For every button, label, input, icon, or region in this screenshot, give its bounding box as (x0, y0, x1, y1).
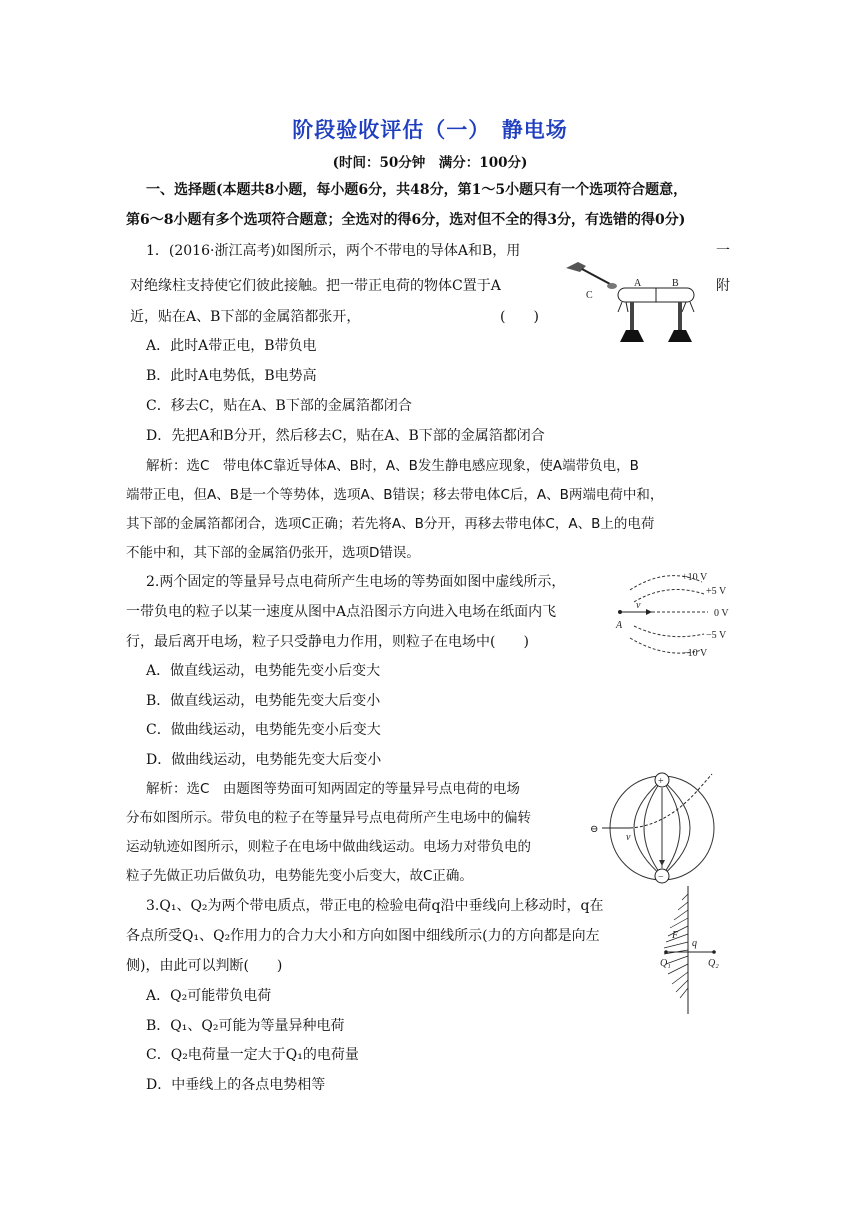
q1-analysis-line4: 不能中和，其下部的金属箔仍张开，选项D错误。 (126, 545, 420, 561)
q3-option-b: B．Q₁、Q₂可能为等量异种电荷 (146, 1018, 345, 1034)
q3-line3: 侧)，由此可以判断( ) (126, 958, 283, 974)
q2-fig-label-p5: +5 V (706, 586, 727, 597)
section-heading-line2: 第6～8小题有多个选项符合题意；全选对的得6分，选对但不全的得3分，有选错的得0分) (126, 212, 686, 228)
q2-fig2-label-v: v (626, 832, 631, 843)
q2-fig2-plus: + (658, 776, 664, 787)
q2-fig-label-m5: −5 V (706, 630, 727, 641)
q2-fig-label-m10: −10 V (682, 648, 708, 659)
q3-figure-forces (660, 884, 730, 1016)
q3-fig-label-q1: Q₁ (660, 958, 671, 969)
q1-analysis-line2: 端带正电，但A、B是一个等势体，选项A、B错误；移去带电体C后，A、B两端电荷中和， (126, 487, 664, 503)
q2-analysis-line4: 粒子先做正功后做负功，电势能先变小后变大，故C正确。 (126, 868, 473, 884)
q1-option-b: B．此时A电势低，B电势高 (146, 368, 317, 384)
q1-analysis-line1: 解析：选C 带电体C靠近导体A、B时，A、B发生静电感应现象，使A端带负电，B (146, 458, 639, 474)
q1-fig-label-b: B (672, 278, 679, 289)
q2-option-b: B．做直线运动，电势能先变大后变小 (146, 693, 381, 709)
q2-analysis-line1: 解析：选C 由题图等势面可知两固定的等量异号点电荷的电场 (146, 781, 520, 797)
q3-fig-label-q: q (692, 938, 697, 949)
q3-line1: 3.Q₁、Q₂为两个带电质点，带正电的检验电荷q沿中垂线向上移动时，q在 (146, 898, 604, 914)
q2-fig-label-v: v (636, 600, 641, 611)
section-heading-line1: 一、选择题(本题共8小题，每小题6分，共48分，第1～5小题只有一个选项符合题意， (146, 182, 688, 198)
q3-fig-label-f: F (672, 930, 679, 941)
q1-fig-label-c: C (586, 290, 593, 301)
q1-bracket: ( ) (500, 309, 539, 325)
q1-fig-label-a: A (634, 278, 642, 289)
q2-fig2-minus: − (658, 872, 664, 883)
q2-fig-label-0: 0 V (714, 608, 729, 619)
q2-analysis-line2: 分布如图所示。带负电的粒子在等量异号点电荷所产生电场中的偏转 (126, 810, 531, 826)
q3-option-a: A．Q₂可能带负电荷 (146, 988, 272, 1004)
q3-line2: 各点所受Q₁、Q₂作用力的合力大小和方向如图中细线所示(力的方向都是向左 (126, 928, 600, 944)
q2-fig-label-a: A (616, 620, 623, 631)
q1-analysis-line3: 其下部的金属箔都闭合，选项C正确；若先将A、B分开，再移去带电体C，A、B上的电荷 (126, 516, 655, 532)
q1-line2: 对绝缘柱支持使它们彼此接触。把一带正电荷的物体C置于A (130, 278, 501, 294)
q2-line2: 一带负电的粒子以某一速度从图中A点沿图示方向进入电场在纸面内飞 (126, 604, 557, 620)
q2-analysis-line3: 运动轨迹如图所示，则粒子在电场中做曲线运动。电场力对带负电的 (126, 839, 531, 855)
q1-line1-tail: 一 (716, 243, 730, 259)
q1-option-d: D．先把A和B分开，然后移去C，贴在A、B下部的金属箔都闭合 (146, 428, 545, 444)
q2-line3: 行，最后离开电场，粒子只受静电力作用，则粒子在电场中( ) (126, 634, 529, 650)
q1-line3: 近，贴在A、B下部的金属箔都张开， (130, 309, 361, 325)
q2-fig2-minus-left: ⊖ (590, 824, 599, 835)
q2-fig-label-p10: +10 V (682, 572, 708, 583)
q3-option-d: D．中垂线上的各点电势相等 (146, 1077, 326, 1093)
q2-option-d: D．做曲线运动，电势能先变大后变小 (146, 752, 382, 768)
q2-option-c: C．做曲线运动，电势能先变小后变大 (146, 722, 381, 738)
q1-figure-conductors (558, 256, 708, 346)
q2-line1: 2.两个固定的等量异号点电荷所产生电场的等势面如图中虚线所示， (146, 574, 566, 590)
q2-figure-equipotential (612, 568, 742, 660)
page-subtitle: (时间：50分钟 满分：100分) (332, 155, 528, 171)
q3-option-c: C．Q₂电荷量一定大于Q₁的电荷量 (146, 1047, 359, 1063)
q2-option-a: A．做直线运动，电势能先变小后变大 (146, 663, 381, 679)
q2-figure-field-lines (586, 768, 726, 886)
page-title: 阶段验收评估（一） 静电场 (292, 117, 568, 142)
q3-fig-label-q2: Q₂ (708, 958, 719, 969)
q1-line1: 1．(2016·浙江高考)如图所示，两个不带电的导体A和B，用 (146, 243, 521, 259)
q1-option-a: A．此时A带正电，B带负电 (146, 338, 317, 354)
q1-line2-tail: 附 (716, 278, 730, 294)
q1-option-c: C．移去C，贴在A、B下部的金属箔都闭合 (146, 398, 412, 414)
